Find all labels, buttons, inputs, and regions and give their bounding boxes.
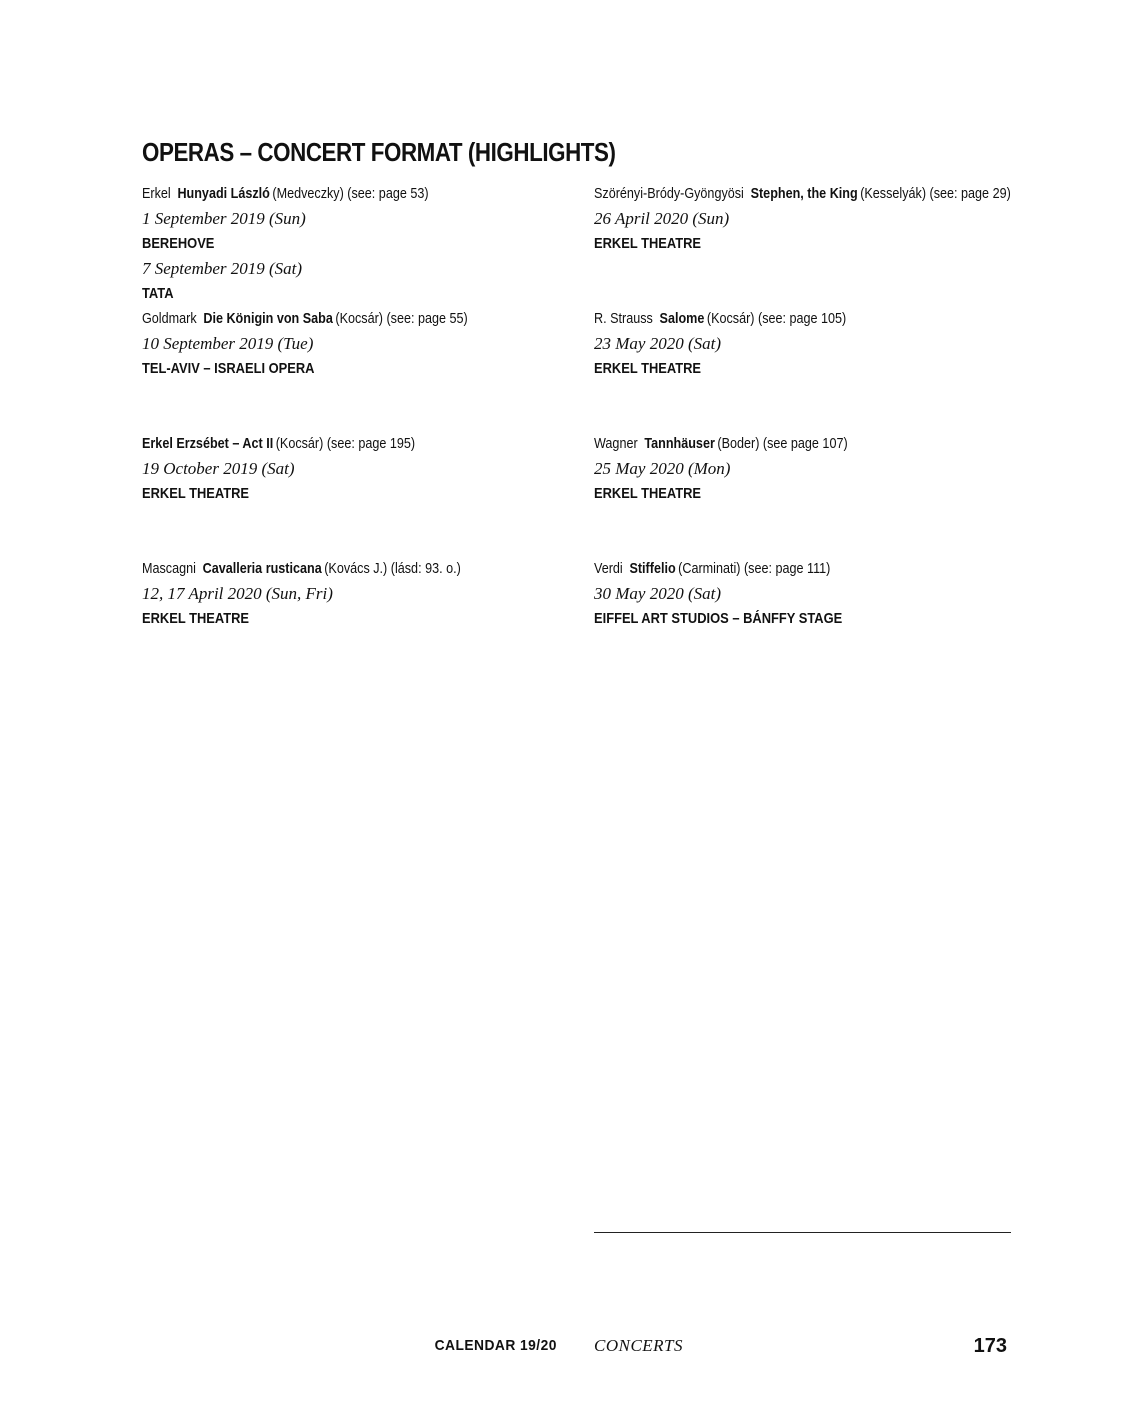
work-line [142,431,512,456]
work-details: (Kocsár) (see: page 55) [335,310,468,327]
venue-name: BEREHOVE [142,235,215,252]
event-entry [142,306,582,431]
performance-date: 12, 17 April 2020 (Sun, Fri) [142,584,333,603]
work-details: (Kesselyák) (see: page 29) [860,185,1011,202]
work-title: Stephen, the King [750,185,858,202]
work-line [594,181,1011,206]
venue-name: ERKEL THEATRE [594,360,702,377]
event-entry [594,556,1024,681]
event-entry [594,181,1024,306]
work-line [594,306,955,331]
composer-name: R. Strauss [594,310,653,327]
work-details: (Kocsár) (see: page 105) [706,310,847,327]
footer-section-label: CONCERTS [594,1336,684,1355]
work-line [142,181,512,206]
event-entry [142,181,582,306]
event-entry [142,556,582,681]
performance-date: 26 April 2020 (Sun) [594,209,730,228]
performance-date: 23 May 2020 (Sat) [594,334,722,353]
performance-date: 10 September 2019 (Tue) [142,334,314,353]
page-number: 173 [973,1335,1007,1357]
work-title: Cavalleria rusticana [202,560,322,577]
composer-name: Szörényi-Bródy-Gyöngyösi [594,185,744,202]
page-heading: OPERAS – CONCERT FORMAT (HIGHLIGHTS) [142,137,616,168]
event-entry [594,306,1024,431]
work-title: Tannhäuser [644,435,715,452]
work-details: (Medveczky) (see: page 53) [272,185,429,202]
work-details: (Boder) (see page 107) [717,435,848,452]
left-event-column [142,181,582,681]
work-details: (Carminati) (see: page 111) [678,560,831,577]
venue-name: EIFFEL ART STUDIOS – BÁNFFY STAGE [594,610,843,627]
venue-name: ERKEL THEATRE [142,485,250,502]
venue-name: ERKEL THEATRE [594,485,702,502]
performance-date: 25 May 2020 (Mon) [594,459,731,478]
work-details: (Kovács J.) (lásd: 93. o.) [324,560,461,577]
performance-date: 30 May 2020 (Sat) [594,584,722,603]
venue-name: TEL-AVIV – ISRAELI OPERA [142,360,315,377]
venue-name: ERKEL THEATRE [594,235,702,252]
work-title: Erkel Erzsébet – Act II [142,435,274,452]
work-title: Die Königin von Saba [203,310,333,327]
footer-calendar-label: CALENDAR 19/20 [434,1337,557,1354]
composer-name: Wagner [594,435,638,452]
event-entry [142,431,582,556]
work-details: (Kocsár) (see: page 195) [275,435,416,452]
work-line [142,556,512,581]
work-title: Salome [659,310,705,327]
work-line [594,556,955,581]
performance-date: 19 October 2019 (Sat) [142,459,295,478]
performance-date: 1 September 2019 (Sun) [142,209,306,228]
right-event-column [594,181,1024,681]
composer-name: Verdi [594,560,623,577]
work-line [142,306,512,331]
venue-name: ERKEL THEATRE [142,610,250,627]
composer-name: Goldmark [142,310,197,327]
composer-name: Erkel [142,185,171,202]
performance-date: 7 September 2019 (Sat) [142,259,303,278]
composer-name: Mascagni [142,560,196,577]
work-title: Hunyadi László [177,185,270,202]
work-title: Stiffelio [629,560,676,577]
event-entry [594,431,1024,556]
footer-divider-line [594,1232,1011,1233]
work-line [594,431,955,456]
venue-name: TATA [142,285,174,302]
